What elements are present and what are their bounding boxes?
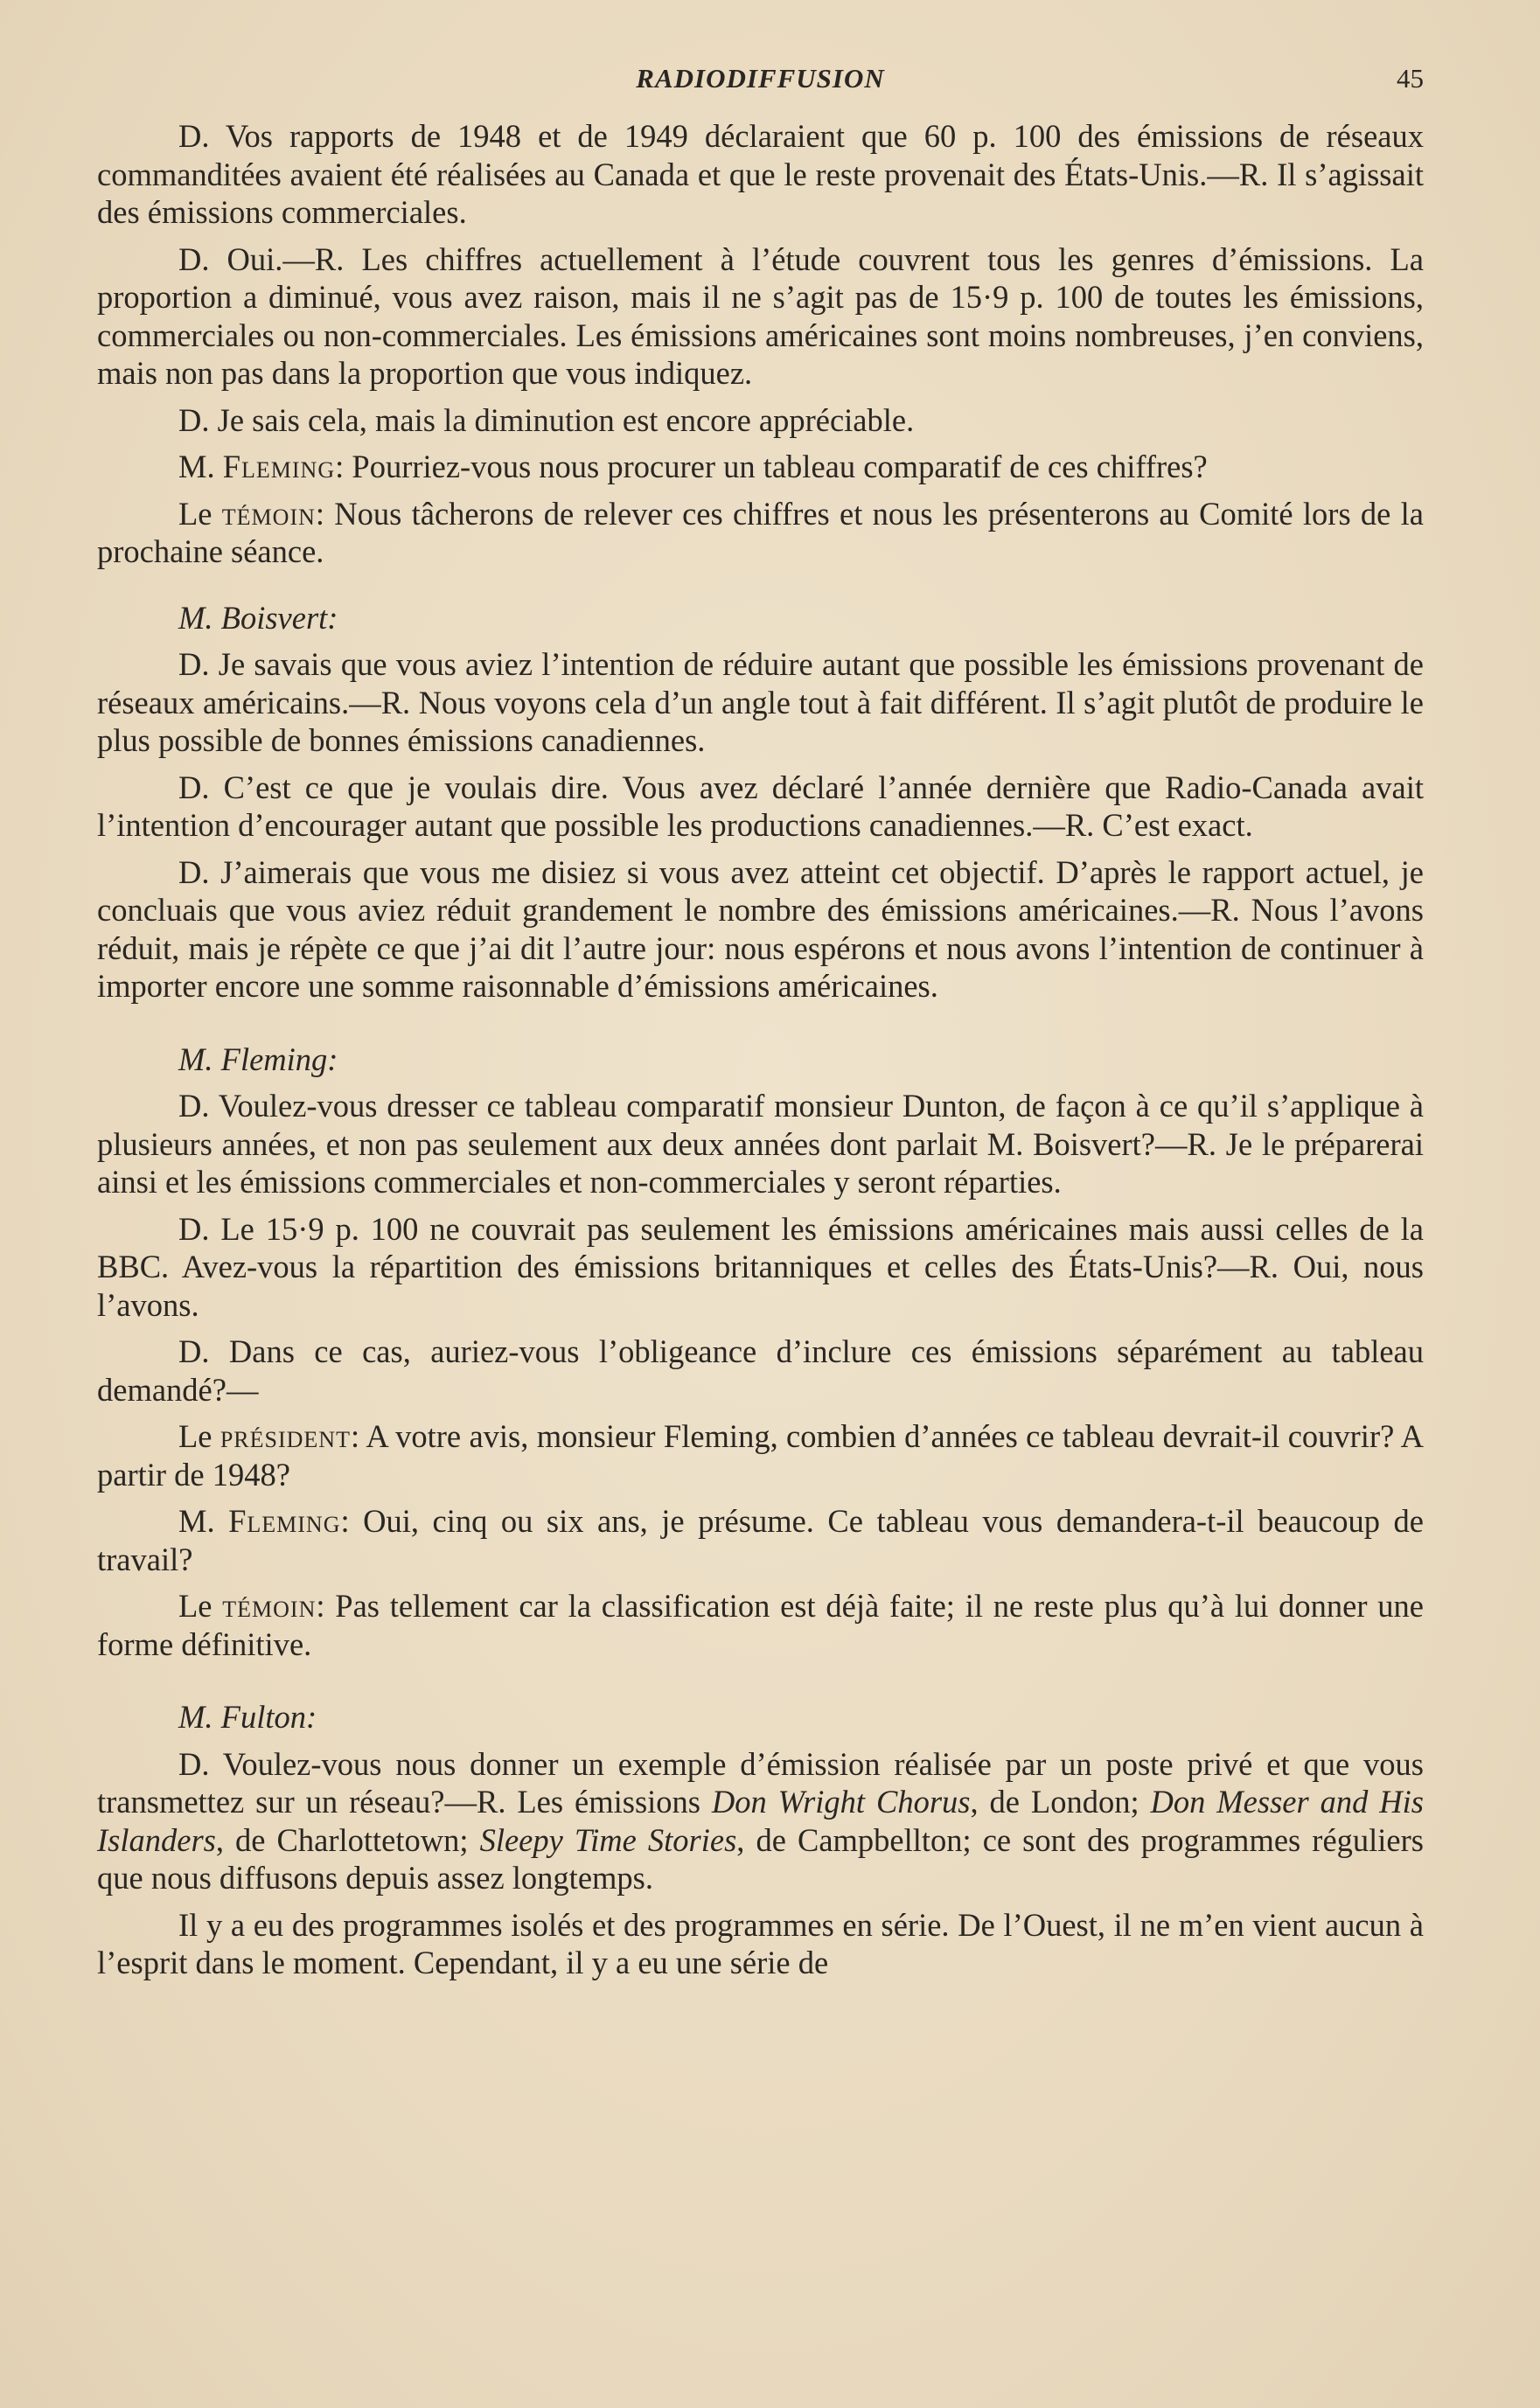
page-number: 45 <box>1397 63 1424 94</box>
program-title: Don Wright Chorus <box>711 1784 971 1820</box>
paragraph-text: : Nous tâcherons de relever ces chiffres et nous les présenterons au Comité lors de la prochaine séance. <box>97 495 1424 569</box>
paragraph: Il y a eu des programmes isolés et des programmes en série. De l’Ouest, il ne m’en vient aucun à l’esprit dans le moment. Cependant, il y a eu une série de <box>97 1906 1424 1980</box>
speaker-prefix: M. <box>178 1503 229 1539</box>
paragraph: D. J’aimerais que vous me disiez si vous avez atteint cet objectif. D’après le rapport actuel, je concluais que vous aviez réduit grandement le nombre des émissions américaines.—R. Nous l’avons réduit, mais je répète ce que j’ai dit l’autre jour: nous espérons et nous avons l’intention de continuer à importer encore une somme raisonnable d’émissions américaines. <box>97 853 1424 1004</box>
paragraph-text: : Oui, cinq ou six ans, je présume. Ce tableau vous demandera-t-il beaucoup de travail? <box>97 1503 1424 1577</box>
paragraph-text: : A votre avis, monsieur Fleming, combien d’années ce tableau devrait-il couvrir? A partir de 1948? <box>97 1418 1424 1493</box>
speaker-name: Fleming <box>228 1503 341 1539</box>
paragraph <box>97 1502 1424 1578</box>
paragraph-text: , de Charlottetown; <box>215 1821 480 1858</box>
speaker-prefix: Le <box>178 1588 223 1624</box>
paragraph-text: D. Voulez-vous nous donner un exemple d’émission réalisée par un poste privé et que vous transmettez sur un réseau?—R. Les émissions <box>97 1745 1424 1820</box>
paragraph <box>97 1745 1424 1897</box>
speaker-name: témoin <box>221 495 316 532</box>
section-heading: M. Fleming: <box>178 1040 338 1077</box>
speaker-name: président <box>220 1418 351 1454</box>
paragraph-text: , de Campbellton; ce sont des programmes réguliers que nous diffusons depuis assez longtemps. <box>97 1821 1424 1896</box>
paragraph: D. Vos rapports de 1948 et de 1949 déclaraient que 60 p. 100 des émissions de réseaux commanditées avaient été réalisées au Canada et que le reste provenait des États-Unis.—R. Il s’agissait des émissions commerciales. <box>97 118 1424 230</box>
speaker-prefix: Le <box>178 495 222 532</box>
paragraph <box>97 1587 1424 1663</box>
paragraph-text: : Pas tellement car la classification est déjà faite; il ne reste plus qu’à lui donner une forme définitive. <box>97 1588 1424 1662</box>
program-title: Sleepy Time Stories <box>479 1821 737 1858</box>
paragraph: D. Voulez-vous dresser ce tableau comparatif monsieur Dunton, de façon à ce qu’il s’applique à plusieurs années, et non pas seulement aux deux années dont parlait M. Boisvert?—R. Je le préparerai ainsi et les émissions commerciales et non-commerciales y seront réparties. <box>97 1088 1424 1200</box>
paragraph: D. Dans ce cas, auriez-vous l’obligeance d’inclure ces émissions séparément au tableau demandé?— <box>97 1333 1424 1408</box>
speaker-prefix: M. <box>178 449 223 484</box>
speaker-prefix: Le <box>178 1418 220 1454</box>
running-head <box>97 63 1424 107</box>
section-heading: M. Boisvert: <box>178 599 338 636</box>
paragraph <box>97 495 1424 571</box>
section-heading: M. Fulton: <box>178 1699 317 1735</box>
paragraph: D. Je sais cela, mais la diminution est encore appréciable. <box>178 401 915 438</box>
paragraph <box>97 448 1424 486</box>
speaker-name: témoin <box>222 1588 317 1624</box>
paragraph-text: , de London; <box>970 1784 1151 1820</box>
paragraph: D. Oui.—R. Les chiffres actuellement à l’étude couvrent tous les genres d’émissions. La proportion a diminué, vous avez raison, mais il ne s’agit pas de 15·9 p. 100 de toutes les émissions, commerciales ou non-commerciales. Les émissions américaines sont moins nombreuses, j’en conviens, mais non pas dans la proportion que vous indiquez. <box>97 240 1424 391</box>
paragraph <box>97 1417 1424 1493</box>
program-title: Don Messer and His Islanders <box>97 1784 1424 1858</box>
speaker-name: Fleming <box>222 449 336 484</box>
paragraph: D. Le 15·9 p. 100 ne couvrait pas seulement les émissions américaines mais aussi celles de la BBC. Avez-vous la répartition des émissions britanniques et celles des États-Unis?—R. Oui, nous l’avons. <box>97 1210 1424 1323</box>
paragraph: D. C’est ce que je voulais dire. Vous avez déclaré l’année dernière que Radio-Canada avait l’intention d’encourager autant que possible les productions canadiennes.—R. C’est exact. <box>97 769 1424 843</box>
paragraph-text: : Pourriez-vous nous procurer un tableau comparatif de ces chiffres? <box>335 449 1208 484</box>
running-title: RADIODIFFUSION <box>636 63 885 94</box>
paragraph: D. Je savais que vous aviez l’intention de réduire autant que possible les émissions provenant de réseaux américains.—R. Nous voyons cela d’un angle tout à fait différent. Il s’agit plutôt de produire le plus possible de bonnes émissions canadiennes. <box>97 646 1424 758</box>
